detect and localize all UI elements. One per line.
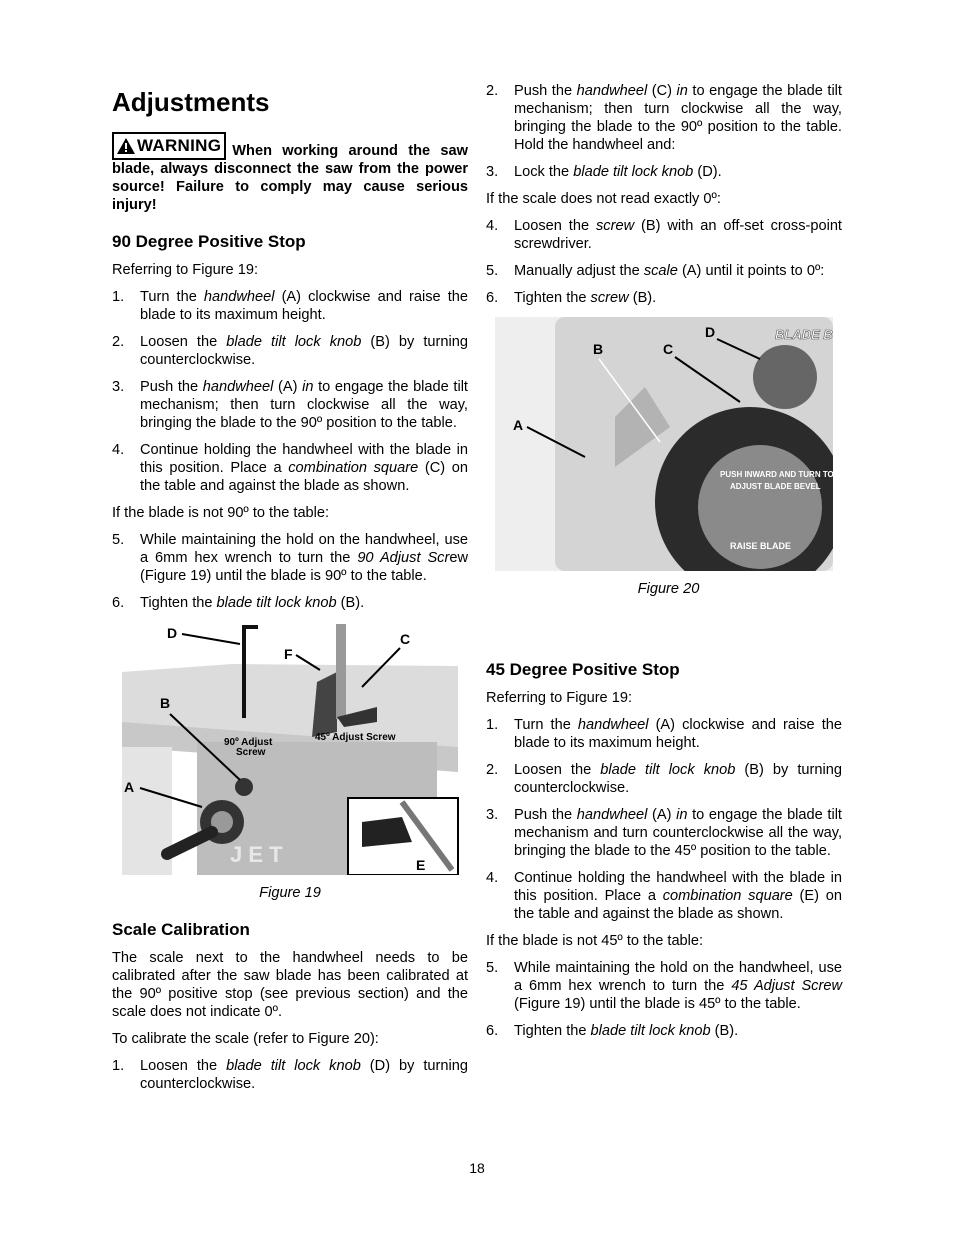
warning-badge-label: WARNING: [137, 136, 222, 155]
list-item: [486, 1022, 842, 1040]
step-text-part: ew (Figure 19) until the blade is 90º to the table.: [140, 550, 468, 584]
step-text-part: While maintaining the hold on the handwheel, use a 6mm hex wrench to turn the: [140, 532, 468, 566]
step-text: [514, 82, 842, 154]
step-number: 5.: [112, 532, 125, 548]
step-text-part: Lock the: [514, 164, 574, 180]
knob-text-2: ADJUST BLADE BEVEL: [730, 482, 821, 491]
list-item: [112, 1057, 468, 1093]
step-text: [514, 959, 842, 1013]
step-text-part: Tighten the: [140, 595, 217, 611]
step-text-part: (B).: [336, 595, 365, 611]
section-heading-45: 45 Degree Positive Stop: [486, 660, 680, 679]
step-text-part: (A) clockwise and raise the blade to its maximum height.: [140, 289, 468, 323]
step-text: [514, 806, 842, 860]
label-f: F: [284, 646, 293, 662]
label-b: B: [593, 341, 604, 357]
scale-paragraph: The scale next to the handwheel needs to be calibrated after the saw blade has been calibrated at the 90º positive stop (see previous section) and the scale does not indicate 0º.: [112, 950, 468, 1020]
figure-19: [112, 622, 468, 902]
list-item: [112, 441, 468, 495]
step-text-part: Loosen the: [514, 218, 596, 234]
emphasis-term: 45 Adjust Screw: [731, 978, 842, 994]
step-text-part: (B) by turning counterclockwise.: [140, 334, 468, 368]
step-list: [112, 288, 468, 495]
list-item: [486, 869, 842, 923]
section-heading-90: 90 Degree Positive Stop: [112, 232, 306, 251]
step-number: 3.: [486, 807, 499, 823]
step-number: 2.: [486, 762, 499, 778]
sec45-intro: Referring to Figure 19:: [486, 690, 633, 706]
emphasis-term: screw: [596, 218, 635, 234]
label-a: A: [513, 417, 524, 433]
step-text-part: Push the: [514, 807, 577, 823]
step-text-part: Manually adjust the: [514, 263, 644, 279]
emphasis-term: blade tilt lock knob: [216, 595, 337, 611]
step-text: [140, 594, 468, 612]
emphasis-term: blade tilt lock knob: [226, 1058, 361, 1074]
emphasis-term: handwheel: [577, 717, 649, 733]
step-text-part: Loosen the: [140, 334, 227, 350]
step-list: [486, 716, 842, 923]
step-text-part: to engage the blade tilt mechanism; then turn clockwise all the way, bringing the blade to the 90º position to the table. Hold the handwheel and:: [514, 83, 842, 153]
list-item: [486, 716, 842, 752]
emphasis-term: in: [302, 379, 314, 395]
warning-triangle-icon: [117, 138, 135, 154]
step-text-part: Turn the: [514, 717, 578, 733]
step-text: [140, 441, 468, 495]
step-list: [112, 1057, 468, 1093]
list-item: [486, 761, 842, 797]
list-item: [486, 806, 842, 860]
emphasis-term: handwheel: [203, 289, 275, 305]
page-title: Adjustments: [112, 87, 270, 117]
step-text: [140, 531, 468, 585]
step-text-part: (A) clockwise and raise the blade to its maximum height.: [514, 717, 842, 751]
label-45-adjust-screw: 45º Adjust Screw: [315, 732, 396, 743]
emphasis-term: blade tilt lock knob: [600, 762, 736, 778]
step-text: [514, 1022, 842, 1040]
figure-20: [495, 317, 842, 598]
step-text-part: Loosen the: [140, 1058, 227, 1074]
list-item: [112, 288, 468, 324]
step-text: [514, 289, 842, 307]
list-item: [112, 333, 468, 369]
step-list: [486, 82, 842, 181]
step-text-part: Tighten the: [514, 1023, 591, 1039]
step-text-part: Tighten the: [514, 290, 591, 306]
step-text-part: Continue holding the handwheel with the blade in this position. Place a: [140, 442, 468, 476]
label-d: D: [167, 625, 178, 641]
step-text: [140, 1057, 468, 1093]
scale-intro: To calibrate the scale (refer to Figure 20):: [112, 1031, 379, 1047]
step-text-part: (A) until it points to 0º:: [677, 263, 825, 279]
step-text-part: While maintaining the hold on the handwheel, use a 6mm hex wrench to turn the: [514, 960, 842, 994]
label-d: D: [705, 324, 716, 340]
step-text-part: (D) by turning counterclockwise.: [140, 1058, 468, 1092]
step-number: 5.: [486, 263, 499, 279]
step-number: 5.: [486, 960, 499, 976]
emphasis-term: blade tilt lock knob: [590, 1023, 711, 1039]
knob-top-text: BLADE B: [775, 327, 833, 342]
step-text-part: Continue holding the handwheel with the blade in this position. Place a: [514, 870, 842, 904]
step-text-part: Turn the: [140, 289, 204, 305]
emphasis-term: in: [676, 83, 688, 99]
step-text-part: Push the: [140, 379, 203, 395]
label-c: C: [400, 631, 411, 647]
step-text-part: (E) on the table and against the blade as shown.: [514, 888, 842, 922]
figure-20-image: [495, 317, 833, 571]
label-b: B: [160, 695, 171, 711]
step-number: 2.: [112, 334, 125, 350]
step-text-part: to engage the blade tilt mechanism and turn counterclockwise all the way, bringing the blade to the 45º position to the table.: [514, 807, 842, 859]
step-text-part: (C) on the table and against the blade as shown.: [140, 460, 468, 494]
left-column: [112, 86, 468, 1093]
list-item: [486, 289, 842, 307]
emphasis-term: scale: [643, 263, 678, 279]
emphasis-term: blade tilt lock knob: [573, 164, 694, 180]
step-list: [486, 217, 842, 307]
step-text-part: (B) by turning counterclockwise.: [514, 762, 842, 796]
step-text-part: (Figure 19) until the blade is 45º to the table.: [514, 996, 801, 1012]
list-item: [112, 594, 468, 612]
sec90-condition: If the blade is not 90º to the table:: [112, 505, 330, 521]
step-number: 4.: [486, 870, 499, 886]
step-text-part: (B) with an off-set cross-point screwdriver.: [514, 218, 842, 252]
emphasis-term: handwheel: [576, 807, 648, 823]
warning-notice: [112, 132, 468, 214]
step-number: 2.: [486, 83, 499, 99]
list-item: [486, 262, 842, 280]
step-text-part: Push the: [514, 83, 577, 99]
emphasis-term: 90 Adjust Scr: [357, 550, 450, 566]
scale-condition: If the scale does not read exactly 0º:: [486, 191, 721, 207]
step-text-part: (A): [273, 379, 303, 395]
step-number: 6.: [486, 1023, 499, 1039]
label-a: A: [124, 779, 135, 795]
list-item: [486, 959, 842, 1013]
list-item: [486, 217, 842, 253]
knob-text-3: RAISE BLADE: [730, 541, 792, 551]
emphasis-term: combination square: [288, 460, 419, 476]
sec90-intro: Referring to Figure 19:: [112, 262, 259, 278]
figure-19-image: [112, 622, 468, 875]
list-item: [486, 82, 842, 154]
section-heading-scale: Scale Calibration: [112, 920, 250, 939]
step-number: 1.: [112, 289, 125, 305]
emphasis-term: screw: [590, 290, 629, 306]
step-text-part: to engage the blade tilt mechanism; then turn clockwise all the way, bringing the blade to the 90º position to the table.: [140, 379, 468, 431]
figure-19-caption: Figure 19: [259, 885, 321, 901]
knob-text-1: PUSH INWARD AND TURN TO: [720, 470, 833, 479]
right-column: [486, 82, 842, 1040]
list-item: [112, 378, 468, 432]
step-number: 6.: [112, 595, 125, 611]
step-text-part: Loosen the: [514, 762, 601, 778]
page-number: 18: [469, 1160, 485, 1176]
sec45-condition: If the blade is not 45º to the table:: [486, 933, 704, 949]
step-text: [140, 378, 468, 432]
emphasis-term: handwheel: [202, 379, 274, 395]
step-number: 3.: [486, 164, 499, 180]
step-number: 3.: [112, 379, 125, 395]
list-item: [112, 531, 468, 585]
label-e: E: [416, 857, 426, 873]
emphasis-term: blade tilt lock knob: [226, 334, 362, 350]
jet-logo: J E T: [230, 842, 283, 867]
warning-badge: [112, 132, 226, 160]
emphasis-term: combination square: [662, 888, 793, 904]
step-text: [514, 869, 842, 923]
step-text-part: (B).: [710, 1023, 739, 1039]
step-number: 6.: [486, 290, 499, 306]
step-text: [514, 761, 842, 797]
step-text-part: (C): [647, 83, 677, 99]
step-text: [140, 333, 468, 369]
step-text: [514, 163, 842, 181]
step-list: [112, 531, 468, 612]
step-text-part: (D).: [693, 164, 722, 180]
figure-20-caption: Figure 20: [637, 581, 700, 597]
step-text: [514, 217, 842, 253]
step-number: 4.: [112, 442, 125, 458]
step-number: 4.: [486, 218, 499, 234]
step-list: [486, 959, 842, 1040]
emphasis-term: in: [676, 807, 688, 823]
label-90-screw: Screw: [236, 747, 266, 758]
step-text: [140, 288, 468, 324]
emphasis-term: handwheel: [576, 83, 648, 99]
step-text: [514, 716, 842, 752]
step-number: 1.: [486, 717, 499, 733]
step-number: 1.: [112, 1058, 125, 1074]
step-text-part: (B).: [628, 290, 657, 306]
step-text: [514, 262, 842, 280]
step-text-part: (A): [647, 807, 677, 823]
warning-text: When working around the saw blade, always disconnect the saw from the power source! Failure to comply may cause serious injury!: [112, 143, 468, 213]
list-item: [486, 163, 842, 181]
label-c: C: [663, 341, 674, 357]
label-90-adjust: 90º Adjust: [224, 737, 273, 748]
